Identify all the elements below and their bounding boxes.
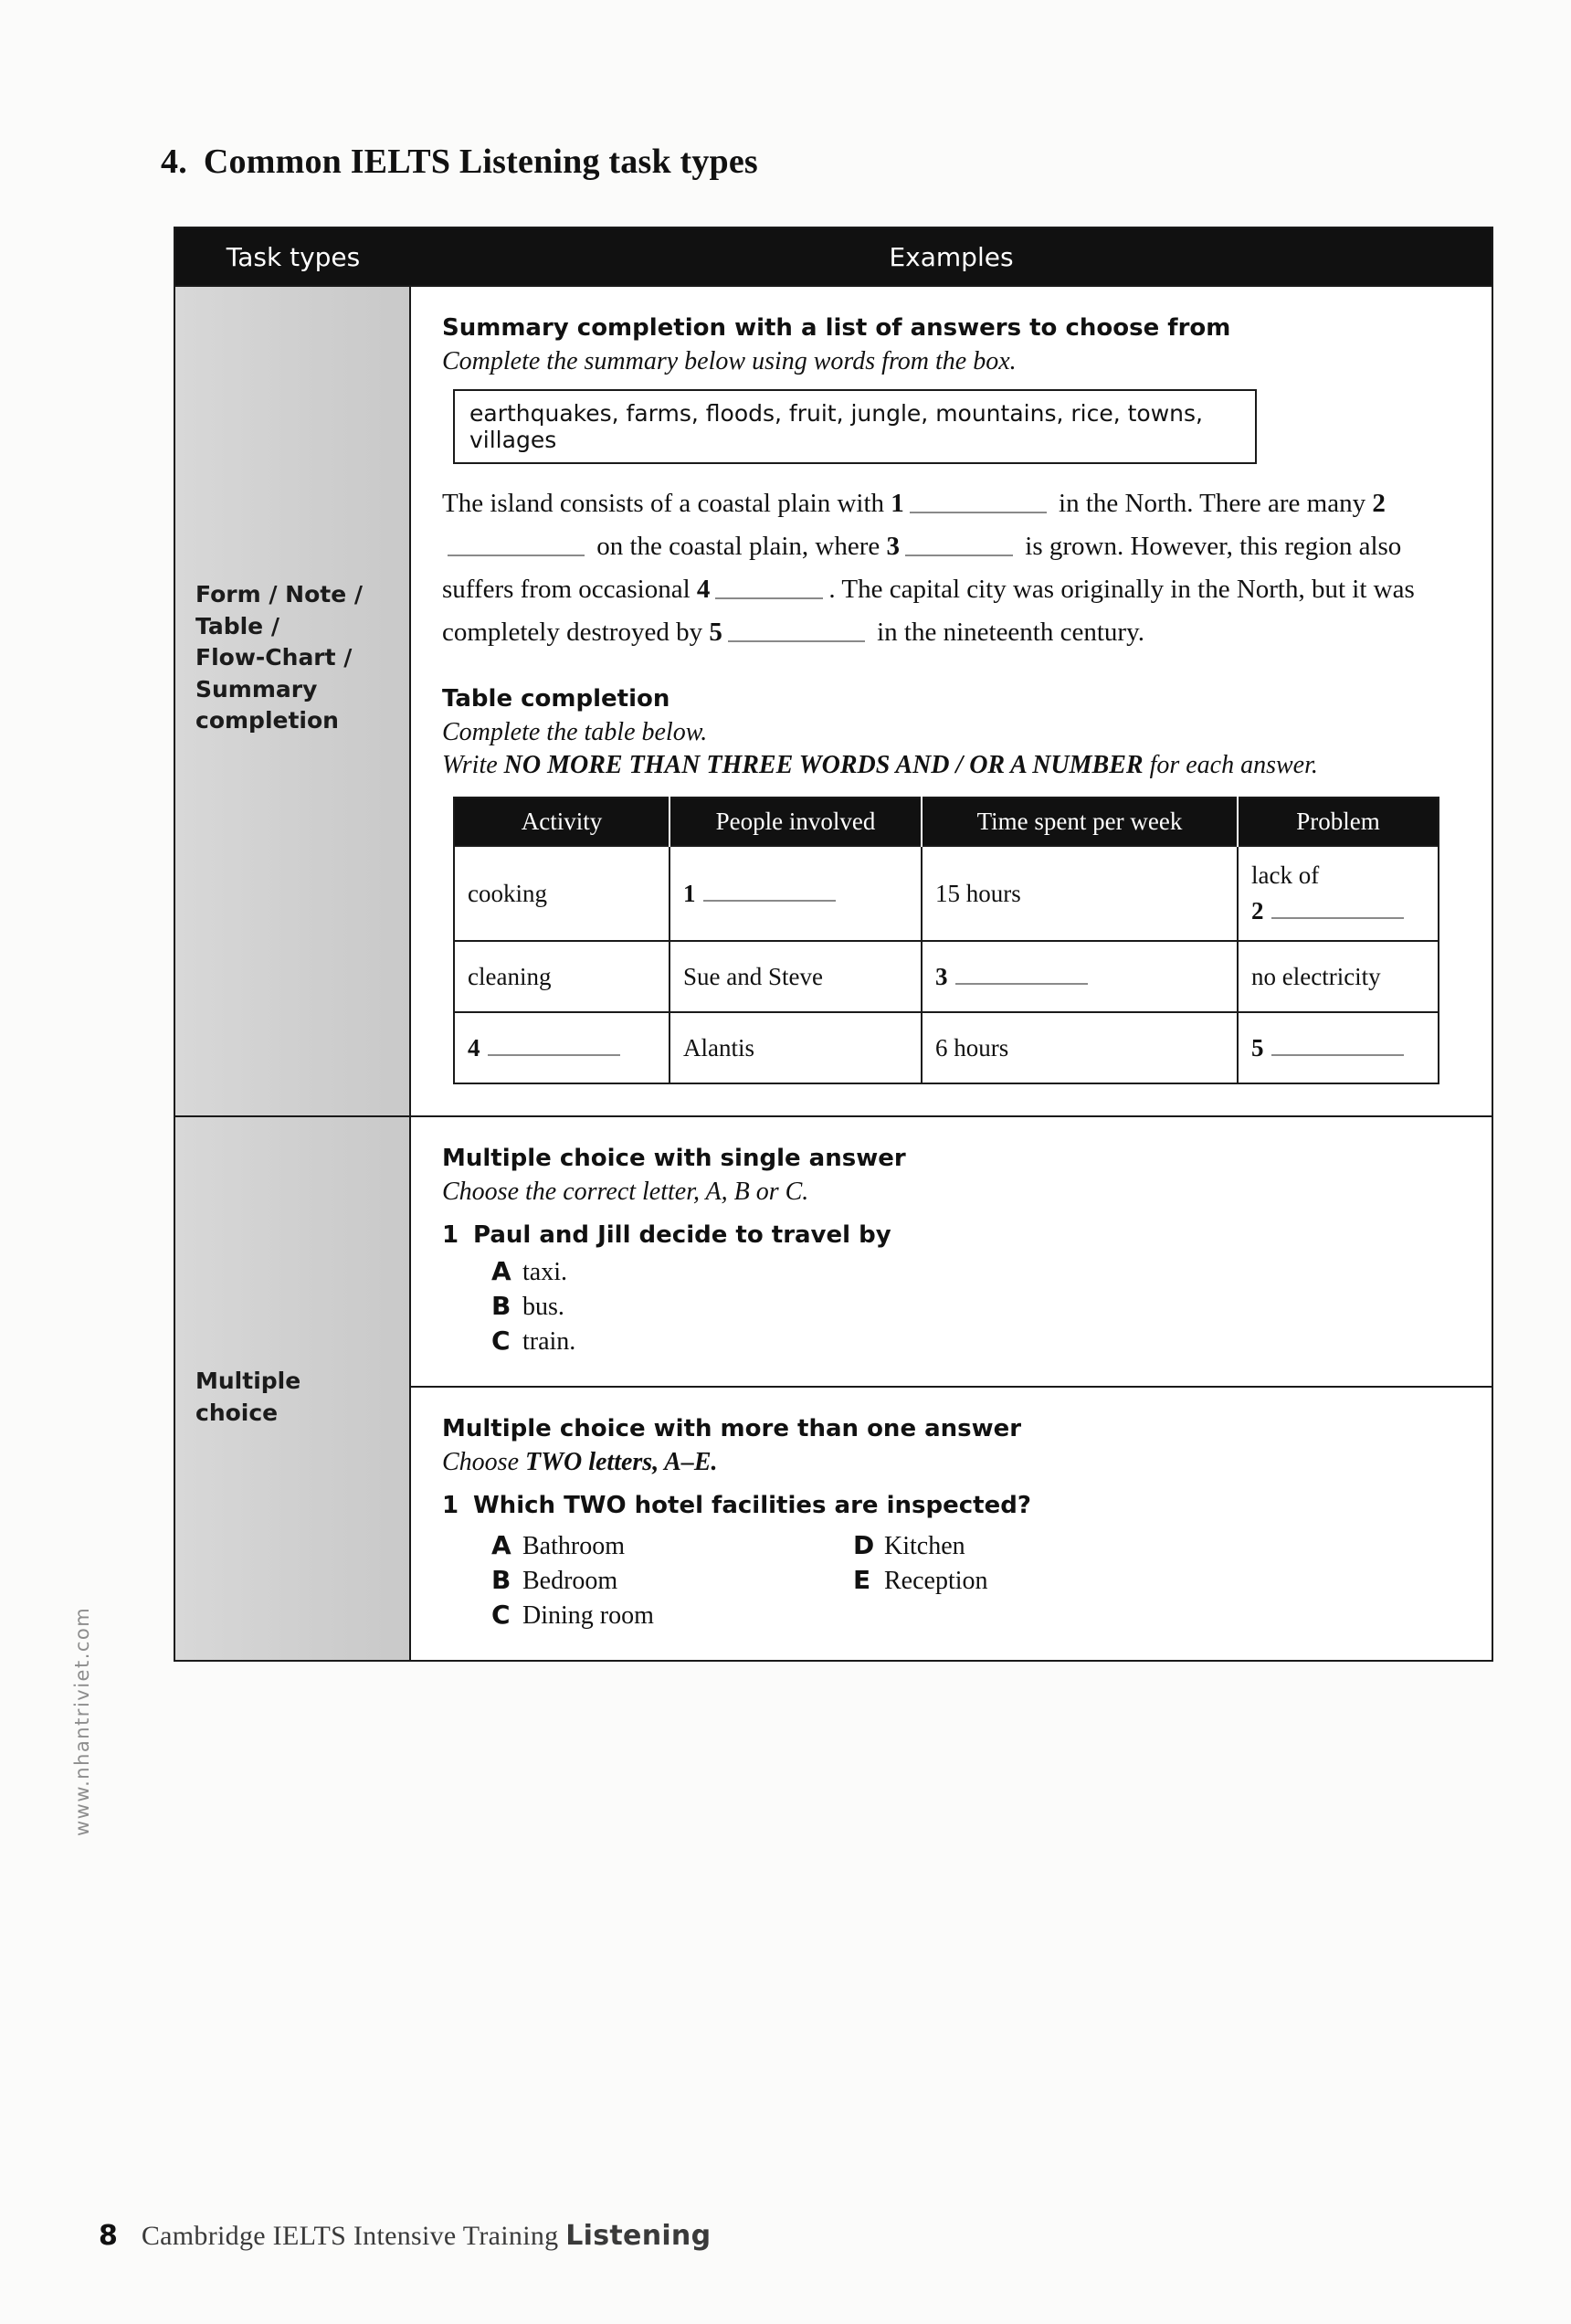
mc-single-question bbox=[442, 1221, 1460, 1249]
book-title bbox=[142, 2221, 712, 2251]
header-examples: Examples bbox=[889, 241, 1014, 272]
option-text: bus. bbox=[522, 1293, 564, 1322]
question-text: Which TWO hotel facilities are inspected? bbox=[473, 1492, 1031, 1520]
answer-blank bbox=[1271, 917, 1404, 919]
instruction-pre: Write bbox=[442, 750, 504, 779]
option-letter: A bbox=[491, 1530, 511, 1561]
summary-paragraph bbox=[442, 482, 1460, 654]
page-title bbox=[161, 142, 758, 182]
paragraph-text: on the coastal plain, where bbox=[590, 531, 887, 561]
blank-number: 5 bbox=[709, 617, 722, 647]
option-text: taxi. bbox=[522, 1258, 567, 1287]
blank-number: 2 bbox=[1372, 489, 1386, 518]
blank-number: 4 bbox=[468, 1033, 480, 1062]
category-line: Summary bbox=[195, 675, 318, 702]
problem-blank-line bbox=[1251, 893, 1425, 929]
blank-number: 1 bbox=[891, 489, 904, 518]
option-d[interactable] bbox=[853, 1530, 1228, 1561]
blank-number: 2 bbox=[1251, 897, 1264, 925]
blank-number: 3 bbox=[935, 962, 948, 990]
answer-blank bbox=[910, 512, 1047, 513]
option-b[interactable] bbox=[491, 1565, 835, 1596]
blank-number: 1 bbox=[683, 879, 696, 907]
category-label-completion bbox=[195, 579, 363, 737]
col-people: People involved bbox=[670, 798, 922, 846]
category-line: Table / bbox=[195, 612, 279, 639]
cell-people: Alantis bbox=[670, 1012, 922, 1083]
paragraph-text: is grown. However, this region also suffers from occasional bbox=[442, 531, 1402, 604]
col-activity: Activity bbox=[454, 798, 670, 846]
page-number: 8 bbox=[99, 2220, 118, 2252]
question-text: Paul and Jill decide to travel by bbox=[473, 1221, 891, 1250]
cell-time: 6 hours bbox=[922, 1012, 1238, 1083]
page-title-text: Common IELTS Listening task types bbox=[203, 143, 758, 181]
mc-multi-heading: Multiple choice with more than one answer bbox=[442, 1415, 1022, 1443]
cell-people: Sue and Steve bbox=[670, 941, 922, 1012]
paragraph-text: in the North. There are many bbox=[1051, 489, 1373, 518]
options-left-column bbox=[442, 1526, 835, 1634]
category-line: Form / Note / bbox=[195, 581, 363, 607]
option-letter: B bbox=[491, 1291, 511, 1322]
table-row bbox=[454, 1012, 1439, 1083]
option-letter: E bbox=[853, 1565, 871, 1596]
word-box: earthquakes, farms, floods, fruit, jungle, mountains, rice, towns, villages bbox=[453, 389, 1257, 464]
answer-blank bbox=[728, 640, 865, 642]
cell-activity: cooking bbox=[454, 846, 670, 941]
mc-multi-section bbox=[411, 1386, 1492, 1660]
book-title-bold: Listening bbox=[565, 2220, 712, 2252]
table-row bbox=[454, 941, 1439, 1012]
instruction-bold: NO MORE THAN THREE WORDS AND / OR A NUMBER bbox=[503, 750, 1144, 779]
category-line: Flow-Chart / bbox=[195, 644, 353, 671]
completion-inner-table bbox=[453, 797, 1439, 1084]
option-letter: B bbox=[491, 1565, 511, 1596]
paragraph-text: The island consists of a coastal plain with bbox=[442, 489, 891, 518]
option-letter: C bbox=[491, 1600, 511, 1631]
category-line: completion bbox=[195, 707, 339, 734]
book-title-light: Cambridge IELTS Intensive Training bbox=[141, 2221, 566, 2251]
option-b[interactable] bbox=[491, 1291, 1460, 1322]
col-problem: Problem bbox=[1238, 798, 1439, 846]
mc-multi-instruction bbox=[442, 1448, 1460, 1477]
option-e[interactable] bbox=[853, 1565, 1228, 1596]
question-number: 1 bbox=[442, 1492, 459, 1520]
blank-number: 3 bbox=[886, 531, 901, 561]
option-text: train. bbox=[522, 1327, 576, 1357]
problem-text: lack of bbox=[1251, 861, 1320, 889]
answer-blank bbox=[955, 983, 1088, 985]
answer-blank bbox=[703, 900, 836, 902]
cell-problem bbox=[1238, 1012, 1439, 1083]
examples-cell-multiple-choice bbox=[411, 1117, 1492, 1660]
table-row bbox=[454, 846, 1439, 941]
option-a[interactable] bbox=[491, 1530, 835, 1561]
option-letter: A bbox=[491, 1256, 511, 1287]
cell-time bbox=[922, 941, 1238, 1012]
option-letter: D bbox=[853, 1530, 875, 1561]
cell-problem bbox=[1238, 846, 1439, 941]
page-footer bbox=[99, 2220, 711, 2252]
cell-activity bbox=[454, 1012, 670, 1083]
cell-activity: cleaning bbox=[454, 941, 670, 1012]
question-number: 1 bbox=[442, 1221, 459, 1250]
option-text: Bedroom bbox=[522, 1567, 618, 1596]
category-line: Multiple bbox=[195, 1368, 301, 1395]
summary-completion-instruction: Complete the summary below using words from the box. bbox=[442, 347, 1017, 375]
inner-table-header-row bbox=[454, 798, 1439, 846]
category-line: choice bbox=[195, 1399, 279, 1426]
page-title-number: 4. bbox=[161, 143, 187, 181]
table-completion-heading: Table completion bbox=[442, 684, 670, 713]
summary-completion-heading: Summary completion with a list of answers to choose from bbox=[442, 314, 1231, 342]
table-completion-instruction: Complete the table below. bbox=[442, 717, 708, 746]
answer-blank bbox=[448, 555, 585, 556]
task-types-table bbox=[174, 227, 1493, 1662]
blank-number: 5 bbox=[1251, 1033, 1264, 1062]
table-row bbox=[175, 1115, 1492, 1660]
answer-blank bbox=[488, 1054, 620, 1056]
examples-cell-completion bbox=[411, 287, 1492, 1115]
category-label-multiple-choice bbox=[195, 1366, 300, 1429]
instruction-post: for each answer. bbox=[1143, 750, 1318, 779]
mc-multi-options bbox=[442, 1526, 1460, 1634]
col-time: Time spent per week bbox=[922, 798, 1238, 846]
header-task-types: Task types bbox=[226, 241, 361, 272]
option-text: Bathroom bbox=[522, 1532, 625, 1561]
blank-number: 4 bbox=[696, 574, 711, 604]
side-url: www.nhantriviet.com bbox=[71, 1606, 93, 1836]
table-row bbox=[175, 285, 1492, 1115]
mc-single-instruction: Choose the correct letter, A, B or C. bbox=[442, 1178, 809, 1207]
answer-blank bbox=[715, 597, 823, 599]
answer-blank bbox=[905, 555, 1013, 556]
paragraph-text: in the nineteenth century. bbox=[870, 617, 1144, 647]
mc-single-heading: Multiple choice with single answer bbox=[442, 1145, 906, 1173]
category-cell-completion bbox=[175, 287, 411, 1115]
option-c[interactable] bbox=[491, 1600, 835, 1631]
option-a[interactable] bbox=[491, 1256, 1460, 1287]
paragraph-text: . The capital city was originally in the North, but it was completely destroyed by bbox=[442, 574, 1415, 647]
cell-people bbox=[670, 846, 922, 941]
option-c[interactable] bbox=[491, 1326, 1460, 1357]
cell-problem: no electricity bbox=[1238, 941, 1439, 1012]
category-cell-multiple-choice bbox=[175, 1117, 411, 1660]
instruction-bold: TWO letters, A–E. bbox=[525, 1448, 718, 1477]
table-completion-instruction2 bbox=[442, 751, 1460, 780]
mc-multi-question bbox=[442, 1492, 1460, 1519]
options-right-column bbox=[835, 1526, 1228, 1634]
cell-time: 15 hours bbox=[922, 846, 1238, 941]
answer-blank bbox=[1271, 1054, 1404, 1056]
mc-single-section bbox=[411, 1117, 1492, 1386]
option-text: Kitchen bbox=[884, 1532, 965, 1561]
option-letter: C bbox=[491, 1326, 511, 1357]
option-text: Dining room bbox=[522, 1601, 654, 1631]
instruction-pre: Choose bbox=[442, 1448, 525, 1477]
option-text: Reception bbox=[884, 1567, 988, 1596]
table-header-row bbox=[175, 228, 1492, 285]
